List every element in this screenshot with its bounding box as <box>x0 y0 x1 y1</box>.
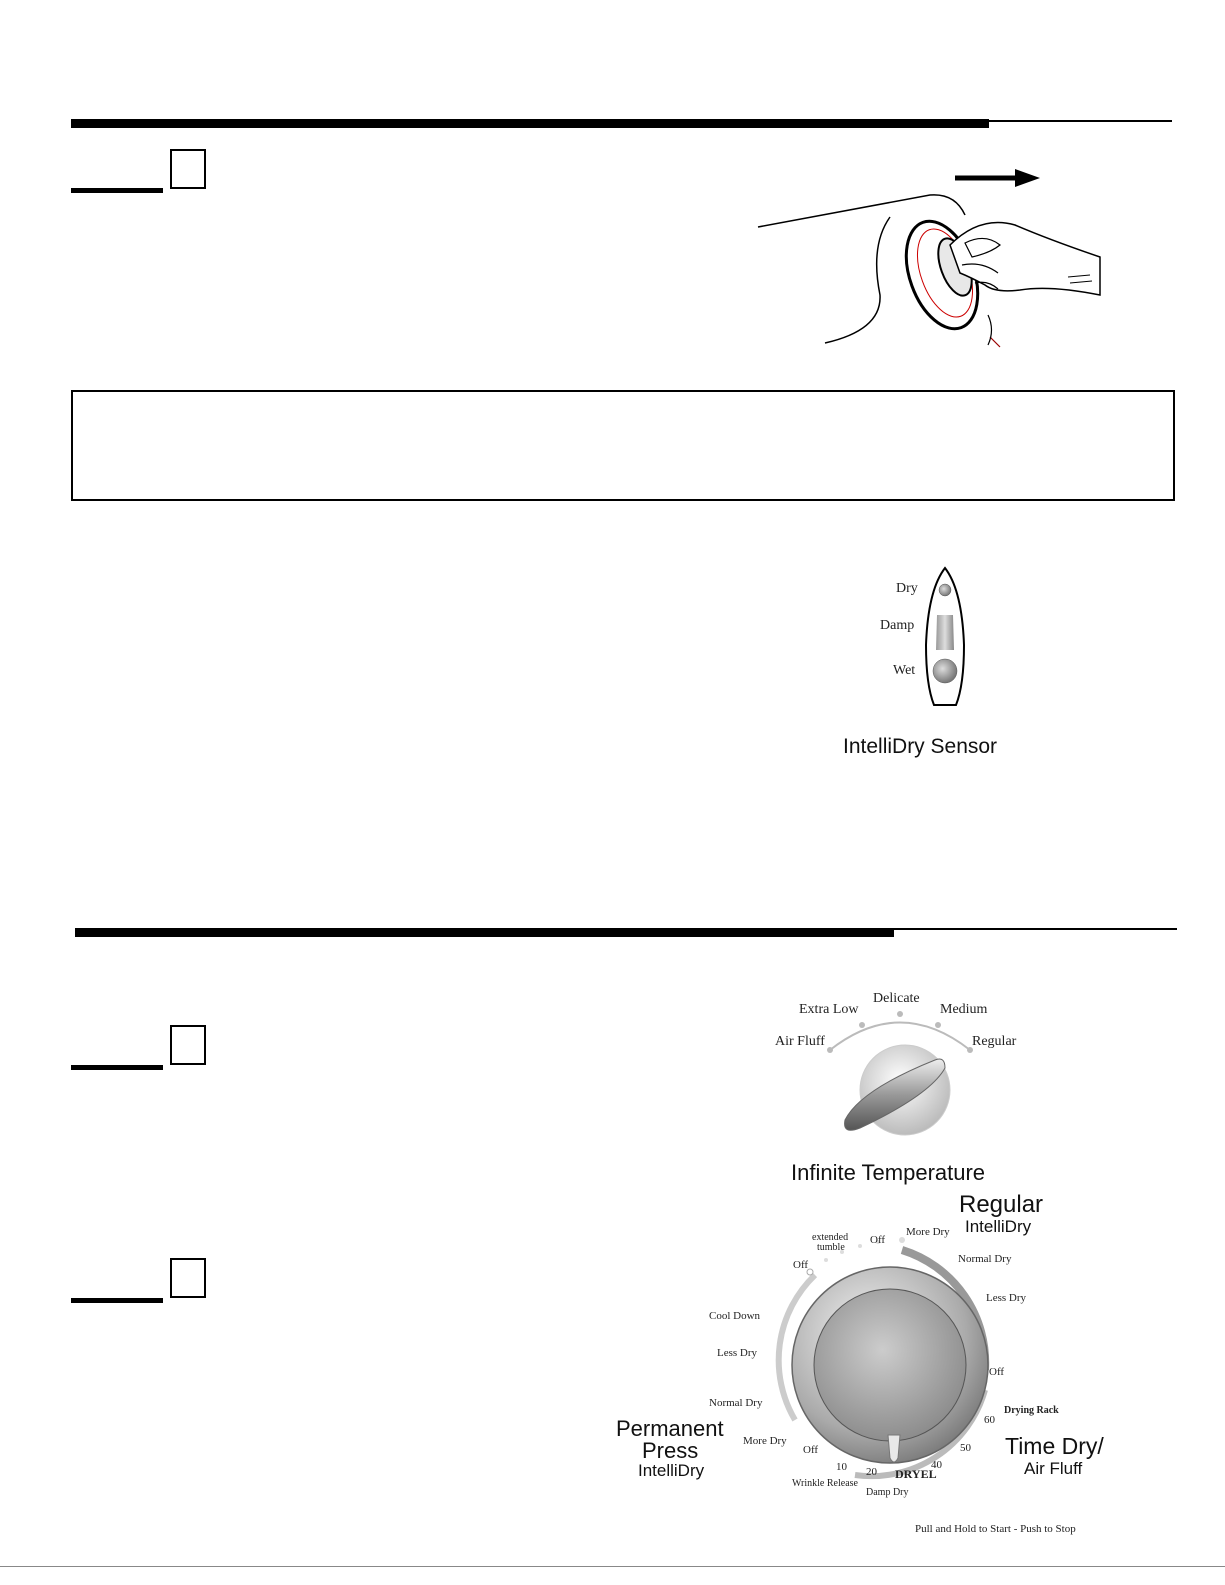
sensor-label-damp: Damp <box>880 618 915 633</box>
step-marker-line <box>71 188 163 193</box>
time-dry-title: Time Dry/ <box>1005 1433 1104 1459</box>
extended-tumble-label-1: extended <box>812 1232 849 1243</box>
regular-subtitle: IntelliDry <box>965 1217 1032 1236</box>
step-marker-box <box>170 149 206 189</box>
permanent-press-title-1: Permanent <box>616 1416 724 1441</box>
step-marker-line <box>71 1065 163 1070</box>
pp-off: Off <box>803 1444 819 1456</box>
permanent-press-subtitle: IntelliDry <box>638 1461 705 1480</box>
time-mark-10: 10 <box>836 1461 847 1473</box>
sensor-label-wet: Wet <box>893 663 916 678</box>
knob-pull-illustration <box>750 165 1110 350</box>
regular-less-dry: Less Dry <box>986 1292 1027 1304</box>
time-dry-subtitle: Air Fluff <box>1024 1459 1083 1478</box>
wrinkle-release-label: Wrinkle Release <box>792 1478 858 1489</box>
drying-rack-label: Drying Rack <box>1004 1405 1059 1416</box>
step-marker-line <box>71 1298 163 1303</box>
sensor-label-dry: Dry <box>896 581 918 596</box>
pp-less-dry: Less Dry <box>717 1347 758 1359</box>
temp-label-extra-low: Extra Low <box>799 1002 859 1017</box>
intellidry-sensor-graphic <box>922 565 968 710</box>
section-rule-top-thin <box>989 120 1172 122</box>
temp-label-regular: Regular <box>972 1034 1017 1049</box>
time-mark-50: 50 <box>960 1442 971 1454</box>
dryel-mark: DRYEL <box>895 1467 937 1481</box>
regular-title: Regular <box>959 1191 1044 1218</box>
regular-more-dry: More Dry <box>906 1226 950 1238</box>
time-mark-40: 40 <box>931 1459 942 1471</box>
pp-off-top: Off <box>793 1259 809 1271</box>
pp-more-dry: More Dry <box>743 1435 787 1447</box>
section-rule-top <box>71 119 989 128</box>
regular-off: Off <box>989 1366 1005 1378</box>
step-marker-box <box>170 1258 206 1298</box>
pp-normal-dry: Normal Dry <box>709 1397 763 1409</box>
regular-normal-dry: Normal Dry <box>958 1253 1012 1265</box>
temperature-knob-graphic <box>820 1010 990 1150</box>
sensor-caption: IntelliDry Sensor <box>843 735 998 758</box>
permanent-press-title-2: Press <box>642 1438 699 1463</box>
time-mark-60: 60 <box>984 1414 995 1426</box>
damp-dry-label: Damp Dry <box>866 1487 909 1498</box>
section-rule-middle-thin <box>894 928 1177 930</box>
step-marker-box <box>170 1025 206 1065</box>
extended-tumble-label-2: tumble <box>817 1242 845 1253</box>
temp-label-air-fluff: Air Fluff <box>775 1034 825 1049</box>
note-box <box>71 390 1175 501</box>
pp-cool-down: Cool Down <box>709 1310 761 1322</box>
top-off-label: Off <box>870 1234 886 1246</box>
dial-footer-instruction: Pull and Hold to Start - Push to Stop <box>915 1523 1076 1535</box>
time-mark-20: 20 <box>866 1466 877 1478</box>
section-rule-middle <box>75 928 894 937</box>
temp-label-delicate: Delicate <box>873 991 920 1006</box>
temp-label-medium: Medium <box>940 1002 988 1017</box>
page-bottom-rule <box>0 1566 1225 1567</box>
temperature-caption: Infinite Temperature <box>791 1160 986 1185</box>
